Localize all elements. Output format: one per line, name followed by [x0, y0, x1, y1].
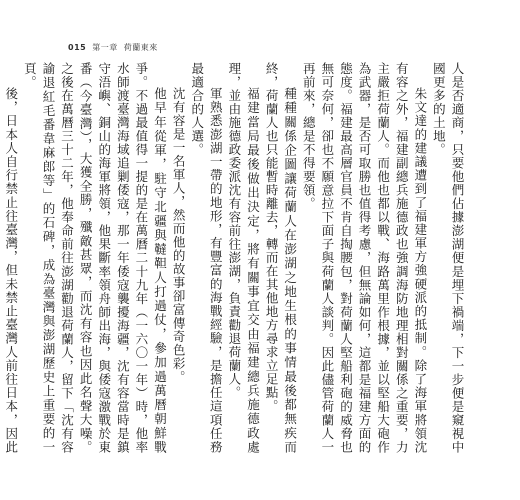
paragraph-6: 沈有容是一名軍人，然而他的故事卻富傳奇色彩。 — [171, 87, 187, 384]
vertical-body-text — [3, 62, 466, 454]
paragraph-5: 軍熟悉澎湖一帶的地形，有豐富的海戰經驗，是擔任這項任務最適合的人選。 — [189, 62, 224, 454]
page-number: 015 — [68, 42, 87, 52]
paragraph-2: 朱文達的建議遭到了福建軍方強硬派的抵制。除了海軍將領沈有容之外，福建副總兵施德政也強調海防地理相對關係之重要，力主嚴拒荷蘭人。而他也都以戰、海路萬里作根據，並以堅船大砲作為武器，是否可取勝也值得考慮，但無論如何，這都是福建方面的態度。福建最高層官員不肯自掏腰包，對荷蘭人堅船利砲的威脅也無可奈何，卻也不願意拉下面子與荷蘭人談判。因此儘管荷蘭人一再前來，總是不得要領。 — [301, 62, 428, 454]
paragraph-8: 後，日本人自行禁止往臺灣，但未禁止臺灣人前往日本，因此 — [3, 87, 19, 454]
chapter-title: 荷蘭東來 — [123, 42, 158, 52]
chapter-label: 第一章 — [92, 42, 118, 52]
paragraph-1: 人是否適商，只要他們佔據澎湖便是埋下禍端，下一步便是窺視中國更多的土地。 — [431, 62, 465, 454]
paragraph-7: 他早年從軍，駐守北疆與韃靼人打過仗，參加過萬曆朝鮮戰爭。不過最值得一提的是在萬曆二十九年（一六〇一年）時，他率水師渡臺灣海域追剿倭寇，那一年倭寇襲擾海疆，沈有容當時是鎮守浯嶼、銅山的海軍將領，他果斷率領舟師出海，與倭寇激戰於東番（今臺灣），大獲全勝，殲敵甚眾，而沈有容也因此名聲大噪。之後在萬曆三十二年，他奉命前往澎湖勸退荷蘭人，留下「沈有容諭退紅毛番韋麻郎等」的石碑，成為臺灣與澎湖歷史上重要的一頁。 — [22, 62, 168, 454]
running-header — [68, 40, 158, 54]
paragraph-4: 福建當局最後做出決定，將有關事宜交由福建總兵施德政處理，並由施德政委派沈有容前往澎湖，負責勸退荷蘭人。 — [226, 62, 261, 454]
paragraph-3: 種種關係企圖讓荷蘭人在澎湖之地生根的事情最後都無疾而終，荷蘭人也只能暫時離去，轉而在其他地方尋求立足點。 — [264, 62, 298, 454]
